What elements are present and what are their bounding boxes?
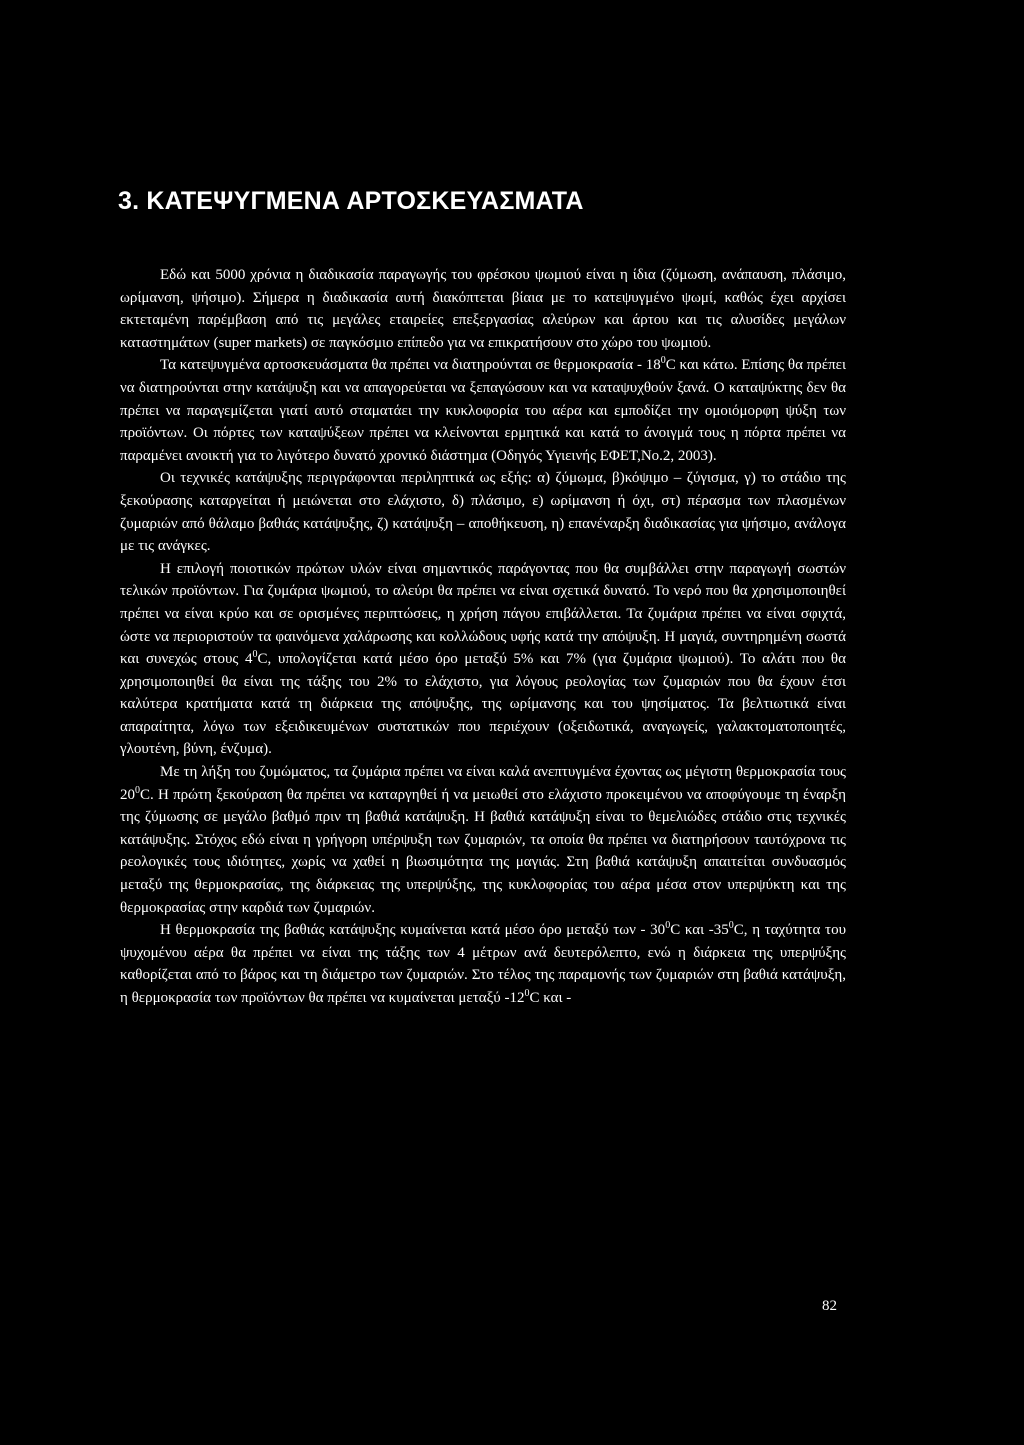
body-text xyxy=(120,264,846,1010)
page-number: 82 xyxy=(822,1298,837,1314)
superscript: 0 xyxy=(524,988,530,999)
paragraph-text: C, υπολογίζεται κατά μέσο όρο μεταξύ 5% και 7% (για ζυμάρια ψωμιού). Το αλάτι που θα χρησιμοποιηθεί θα είναι της τάξης του 2% το ελάχιστο, για λόγους ρεολογίας των ζυμαριών που θα έχουν έτσι καλύτερα κρατήματα κατά τη διάρκεια της απόψυξης, της ωρίμανσης και του ψησίματος. Τα βελτιωτικά είναι απαραίτητα, λόγω των εξειδικευμένων συστατικών που περιέχουν (οξειδωτικά, αναγωγείς, γαλακτοματοποιητές, γλουτένη, βύνη, ένζυμα). xyxy=(120,651,846,758)
paragraph-text: Τα κατεψυγμένα αρτοσκευάσματα θα πρέπει να διατηρούνται σε θερμοκρασία - 18 xyxy=(160,357,661,374)
paragraph-text: Η θερμοκρασία της βαθιάς κατάψυξης κυμαίνεται κατά μέσο όρο μεταξύ των - 30 xyxy=(160,922,666,939)
paragraph-text: C και -35 xyxy=(670,922,729,939)
superscript: 0 xyxy=(135,784,140,796)
paragraph xyxy=(120,558,846,761)
paragraph-text: Με τη λήξη του ζυμώματος, τα ζυμάρια πρέπει να είναι καλά ανεπτυγμένα έχοντας ως μέγιστη θερμοκρασία τους 20 xyxy=(120,764,846,803)
paragraph-text: Η επιλογή ποιοτικών πρώτων υλών είναι σημαντικός παράγοντας που θα συμβάλλει στην παραγωγή σωστών τελικών προϊόντων. Για ζυμάρια ψωμιού, το αλεύρι θα πρέπει να είναι σχετικά δυνατό. Το νερό που θα χρησιμοποιηθεί πρέπει να είναι κρύο και σε ορισμένες περιπτώσεις, η χρήση πάγου επιβάλλεται. Τα ζυμάρια πρέπει να είναι σφιχτά, ώστε να περιοριστούν τα φαινόμενα χαλάρωσης και κολλώδους υφής κατά την απόψυξη. Η μαγιά, συντηρημένη σωστά και συνεχώς στους 4 xyxy=(120,560,846,668)
paragraph xyxy=(120,354,846,467)
paragraph xyxy=(120,264,846,354)
paragraph xyxy=(120,467,846,557)
superscript: 0 xyxy=(252,649,258,661)
superscript: 0 xyxy=(665,920,671,932)
paragraph-text: Εδώ και 5000 χρόνια η διαδικασία παραγωγής του φρέσκου ψωμιού είναι η ίδια (ζύμωση, ανάπαυση, πλάσιμο, ωρίμανση, ψήσιμο). Σήμερα η διαδικασία αυτή διακόπτεται βίαια με το κατεψυγμένο ψωμί, καθώς έχει αρχίσει εκτεταμένη παρέμβαση από τις μεγάλες εταιρείες επεξεργασίας αλεύρων και άρτου και τις αλυσίδες μεγάλων καταστημάτων (super markets) σε παγκόσμιο επίπεδο για να επικρατήσουν στο χώρο του ψωμιού. xyxy=(120,267,846,351)
paragraph-text: Οι τεχνικές κατάψυξης περιγράφονται περιληπτικά ως εξής: α) ζύμωμα, β)κόψιμο – ζύγισμα, γ) το στάδιο της ξεκούρασης καταργείται ή μειώνεται στο ελάχιστο, δ) πλάσιμο, ε) ωρίμανση ή όχι, στ) πέρασμα των πλασμένων ζυμαριών από θάλαμο βαθιάς κατάψυξης, ζ) κατάψυξη – αποθήκευση, η) επανέναρξη διαδικασίας για ψήσιμο, ανάλογα με τις ανάγκες. xyxy=(120,470,846,555)
superscript: 0 xyxy=(660,355,666,367)
paragraph-text: C, η ταχύτητα του ψυχομένου αέρα θα πρέπει να είναι της τάξης των 4 μέτρων ανά δευτερόλεπτο, ενώ η διάρκεια της υπερψύξης καθορίζεται από το βάρος και τη διάμετρο των ζυμαριών. Στο τέλος της παραμονής των ζυμαριών στη βαθιά κατάψυξη, η θερμοκρασία των προϊόντων θα πρέπει να κυμαίνεται μεταξύ -12 xyxy=(120,922,846,1006)
paragraph xyxy=(120,919,846,1009)
section-heading: 3. ΚΑΤΕΨΥΓΜΕΝΑ ΑΡΤΟΣΚΕΥΑΣΜΑΤΑ xyxy=(118,187,584,215)
paragraph-text: C και κάτω. Επίσης θα πρέπει να διατηρούνται στην κατάψυξη και να απαγορεύεται να ξεπαγώσουν και να καταψυχθούν ξανά. Ο καταψύκτης δεν θα πρέπει να παραγεμίζεται γιατί αυτό σταματάει την κυκλοφορία του αέρα και εμποδίζει την ομοιόμορφη ψύξη των προϊόντων. Οι πόρτες των καταψύξεων πρέπει να κλείνονται ερμητικά και κατά το άνοιγμά τους η πόρτα πρέπει να παραμένει ανοικτή για το λιγότερο δυνατό χρονικό διάστημα (Οδηγός Υγιεινής ΕΦΕΤ,Νο.2, 2003). xyxy=(120,357,846,464)
paragraph-text: C. Η πρώτη ξεκούραση θα πρέπει να καταργηθεί ή να μειωθεί στο ελάχιστο προκειμένου να αποφύγουμε τη έναρξη της ζύμωσης σε μεγάλο βαθμό πριν τη βαθιά κατάψυξη. Η βαθιά κατάψυξη είναι το θεμελιώδες στάδιο στις τεχνικές κατάψυξης. Στόχος εδώ είναι η γρήγορη υπέρψυξη των ζυμαριών, τα οποία θα πρέπει να διατηρήσουν ταυτόχρονα τις ρεολογικές τους ιδιότητες, χωρίς να χαθεί η βιωσιμότητα της μαγιάς. Στη βαθιά κατάψυξη απαιτείται συνδυασμός μεταξύ της θερμοκρασίας, της διάρκειας της υπερψύξης, της κυκλοφορίας του αέρα μέσα στον υπερψύκτη και της θερμοκρασίας στην καρδιά των ζυμαριών. xyxy=(120,786,846,916)
superscript: 0 xyxy=(728,920,734,932)
paragraph-text: C και - xyxy=(529,990,572,1006)
paragraph xyxy=(120,761,846,919)
